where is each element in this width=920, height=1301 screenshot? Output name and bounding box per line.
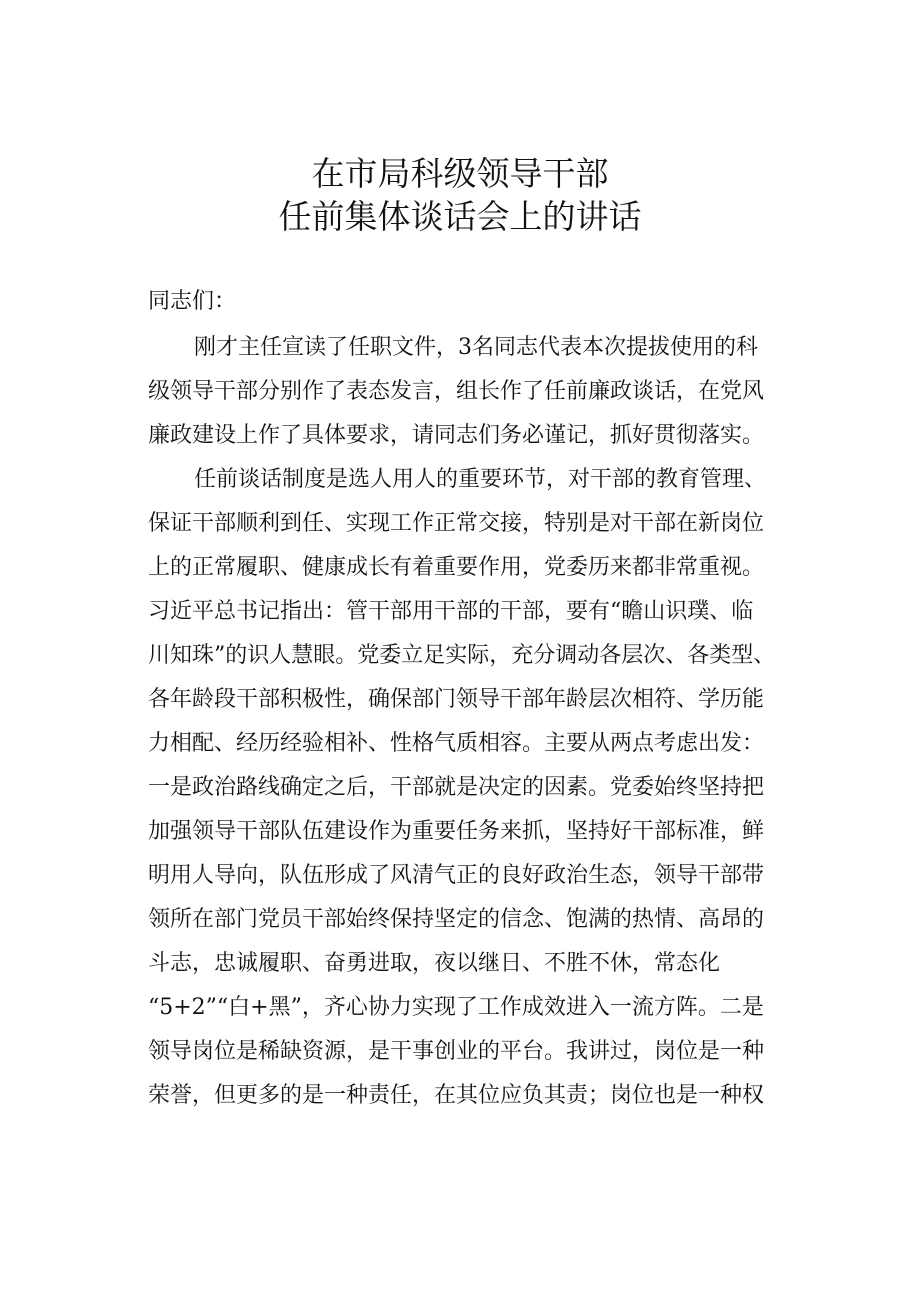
body-line: 领导岗位是稀缺资源，是干事创业的平台。我讲过，岗位是一种: [148, 1039, 765, 1064]
body-line: 上的正常履职、健康成长有着重要作用，党委历来都非常重视。: [148, 555, 765, 580]
document-title-line-1: 在市局科级领导干部: [311, 154, 609, 193]
body-line: “5+2”“白+黑”，齐心协力实现了工作成效进入一流方阵。二是: [148, 995, 764, 1020]
document-title-line-2: 任前集体谈话会上的讲话: [278, 197, 642, 236]
body-line: 保证干部顺利到任、实现工作正常交接，特别是对干部在新岗位: [148, 511, 765, 536]
body-line: 明用人导向，队伍形成了风清气正的良好政治生态，领导干部带: [148, 863, 765, 888]
body-line: 斗志，忠诚履职、奋勇进取，夜以继日、不胜不休，常态化: [148, 951, 721, 976]
body-line: 加强领导干部队伍建设作为重要任务来抓，坚持好干部标准，鲜: [148, 819, 765, 844]
body-line: 习近平总书记指出：管干部用干部的干部，要有“瞻山识璞、临: [148, 599, 754, 624]
body-line: 川知珠”的识人慧眼。党委立足实际，充分调动各层次、各类型、: [148, 643, 776, 668]
body-line: 荣誉，但更多的是一种责任，在其位应负其责；岗位也是一种权: [148, 1083, 765, 1108]
body-line: 力相配、经历经验相补、性格气质相容。主要从两点考虑出发：: [148, 731, 765, 756]
body-line: 级领导干部分别作了表态发言，组长作了任前廉政谈话，在党风: [148, 379, 765, 404]
body-line: 各年龄段干部积极性，确保部门领导干部年龄层次相符、学历能: [148, 687, 765, 712]
body-line: 一是政治路线确定之后，干部就是决定的因素。党委始终坚持把: [148, 775, 765, 800]
body-line: 任前谈话制度是选人用人的重要环节，对干部的教育管理、: [194, 467, 767, 492]
salutation: 同志们：: [148, 289, 237, 314]
body-line: 刚才主任宣读了任职文件，3名同志代表本次提拔使用的科: [194, 335, 758, 360]
body-line: 领所在部门党员干部始终保持坚定的信念、饱满的热情、高昂的: [148, 907, 765, 932]
body-line: 廉政建设上作了具体要求，请同志们务必谨记，抓好贯彻落实。: [148, 423, 765, 448]
